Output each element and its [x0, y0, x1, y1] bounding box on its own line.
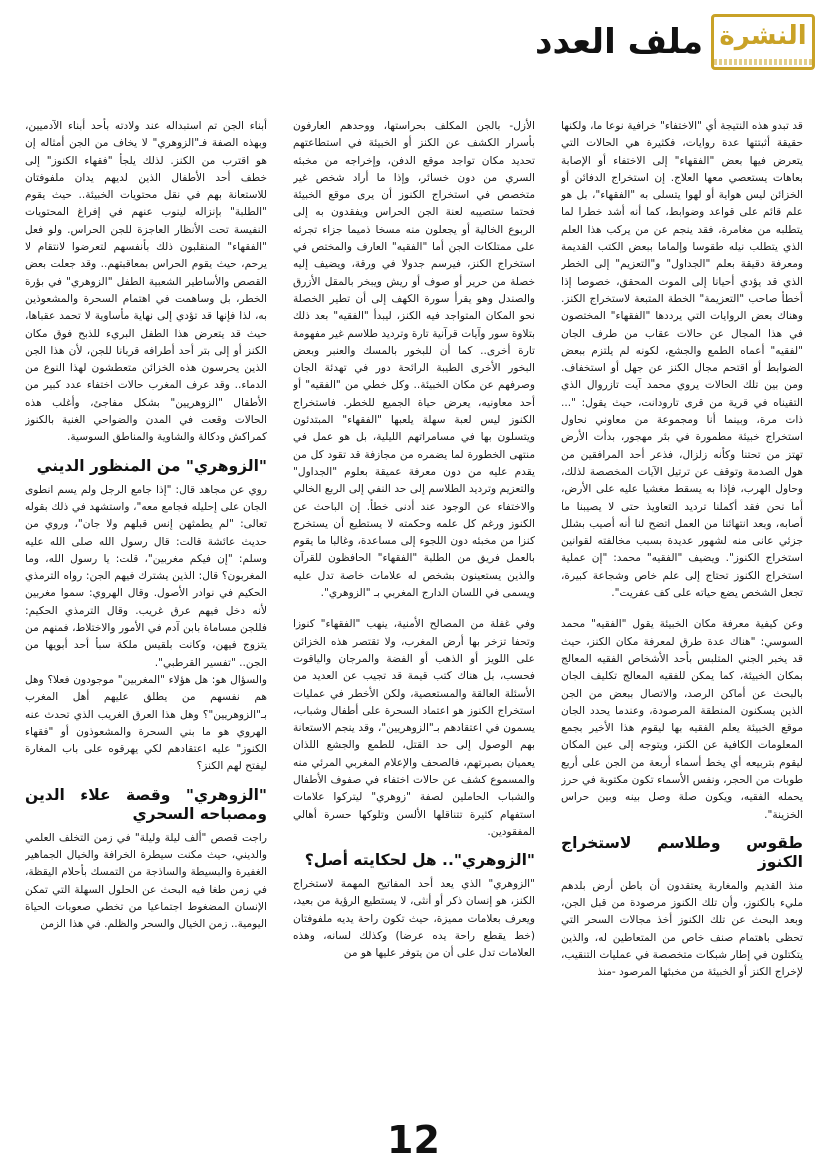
- page-number: 12: [387, 1118, 440, 1162]
- logo-text: النشرة: [719, 21, 807, 51]
- paragraph: راجت قصص "ألف ليلة وليلة" في زمن التخلف العلمي والديني، حيث مكنت سيطرة الخرافة والخيال الجماهير الغفيرة والبسيطة والساذجة من التمسك بأحلام اليقظة، في زمن طغا فيه البحث عن الحلول السهلة التي تمكن الإنسان المضغوط اجتماعيا من تخطي صعوبات الحياة اليومية.. زمن الخيال والسحر والظلم. في هذا الزمن: [25, 831, 267, 931]
- paragraph: أبناء الجن تم استبداله عند ولادته بأحد أبناء الآدميين، وبهذه الصفة فـ"الزوهري" لا يخاف من الجن أمثاله إن هو اقترب من الكنز. لذلك يلجأ "فقهاء الكنوز" إلى خطف أحد الأطفال الذين لديهم يدان ملفوفتان للاستعانة بهم في نقل محتويات الخبيئة.. حيث يقوم "الطلبة" بإنزاله لينوب عنهم في إفراغ المحتويات النفيسة تحت الأنظار العاجزة للجن الحراس. ولو فعل "الفقهاء" المنقلبون ذلك بأنفسهم لتعرضوا لانتقام لا يرحم، حيث يقوم الحراس بمعاقبتهم.. وقد جعلت بعض القصص والأساطير الشعبية الطفل "الزوهري" في بؤرة الخطر، بل وساهمت في اهتمام السحرة والمشعوذين به، لذا فإنها قد تؤدي إلى نهاية مأساوية لا تحمد عقباها، حيث قد يتعرض هذا الطفل البريء للذبح فوق مكان الكنز أو إلى بتر أحد أطرافه قربانا للجن، لأن هذا الجن الذين يحرسون هذه الخزائن متعطشون لهذا النوع من الدماء.. وقد عرف المغرب حالات اختفاء عدد كبير من الأطفال "الزوهريين" بشكل مفاجئ، وأغلب هذه الحالات وقعت في المدن والضواحي الغنية بالكنوز كمراكش ودكالة والشاوية والمناطق السوسية.: [25, 120, 267, 444]
- logo-decoration: [714, 59, 812, 65]
- magazine-logo: [711, 14, 815, 70]
- paragraph: وعن كيفية معرفة مكان الخبيئة يقول "الفقيه" محمد السوسي: "هناك عدة طرق لمعرفة مكان الكنز، حيث قد يخبر الجني المتلبس بأحد الأشخاص الفقيه المعالج بمكان الخبيئة، كما يمكن للفقيه المعالج تكليف الجان بالبحث عن أماكن الرصد، والاتصال ببعض من الجن الذين يسكنون المنطقة المرصودة، وعندما يحدد الجان موقع الخبيئة يعلم الفقيه بها ليقوم هذا الأخير بجمع المعلومات الكافية عن الكنز، ويتوجه إلى عين المكان ليقوم بتربيعه أي يخط أسماء أربعة من الجن على أربع طوبات من الحجر، ونفس الأسماء تكون مكتوبة في حرز يحمله الفقيه، ويكون صلة وصل بينه وبين حراس الخزينة".: [561, 618, 803, 821]
- paragraph: روي عن مجاهد قال: "إذا جامع الرجل ولم يسم انطوى الجان على إحليله فجامع معه"، واستشهد في ذلك بقوله تعالى: "لم يطمثهن إنس قبلهم ولا جان"، وروي من حديث عائشة قالت: قال رسول الله صلى الله عليه وسلم: "إن فيكم مغربين"، قلت: يا رسول الله، وما المغربون؟ قال: الذين يشترك فيهم الجن: رواه الترمذي الحكيم في نوادر الأصول. وقال الهروي: سموا مغربين لأنه دخل فيهم عرق غريب. وقال الترمذي الحكيم: فللجن مساماة بابن آدم في الأمور والاختلاط، فمنهم من يتزوج فيهن، وكانت بلقيس ملكة سبأ أحد أبويها من الجن.. "تفسير القرطبي".: [25, 483, 267, 669]
- section-heading: طقوس وطلاسم لاستخراج الكنوز: [561, 833, 803, 871]
- section-heading: "الزوهري" من المنظور الديني: [36, 456, 267, 475]
- section-title: ملف العدد: [535, 22, 703, 62]
- article-column-1: [561, 118, 803, 1118]
- page-header: [450, 14, 815, 74]
- paragraph: منذ القديم والمغاربة يعتقدون أن باطن أرض بلدهم مليء بالكنوز، وأن تلك الكنوز مرصودة من قبل الجن، وبعد البحث عن تلك الكنوز أخذ مجالات السحر التي تحظى باهتمام صنف خاص من المتعاطين له، والذين يتكتلون في إطار شبكات متخصصة في عمليات التنقيب، لإخراج الكنز أو الخبيئة من مخبئها المرصود -منذ: [561, 879, 803, 979]
- paragraph: والسؤال هو: هل هؤلاء "المغربين" موجودون فعلا؟ وهل هم نفسهم من يطلق عليهم أهل المغرب بـ"الزوهريين"؟ وهل هذا العرق الغريب الذي تحدث عنه الهروي هو ما بني السحرة والمشعوذون أو "فقهاء الكنوز" عليه اعتقادهم لكي يهرقوه على باب المغارة ليفتح لهم الكنز؟: [25, 673, 267, 773]
- paragraph: "الزوهري" الذي يعد أحد المفاتيح المهمة لاستخراج الكنز، هو إنسان ذكر أو أنثى، لا يستطيع الرؤية من بعيد، ويعرف بعلامات مميزة، حيث تكون راحة يديه ملفوفتان (خط يقطع راحة يده عرضا) وكذلك لسانه، وهذه العلامات تدل على أن من يتوفر عليها هو من: [293, 878, 535, 960]
- paragraph: الأزل- بالجن المكلف بحراستها، ووحدهم العارفون بأسرار الكشف عن الكنز أو الخبيئة في استطاعتهم تحديد مكان تواجد موقع الدفن، وإخراجه من مخبئه السري من دون خسائر، وإذا ما أراد شخص غير متخصص في استخراج الكنوز أن يرى موقع الخبيئة فحتما ستصيبه لعنة الجن الحراس ويفقدون به إلى الربوع الخالية أو يجعلون منه مسخا ذميما جزاء تجرئه على ممتلكات الجن أما "الفقيه" العارف والمختص في استخراج الكنز، فيرسم جدولا في ورقة، ويضيف إليه خصلة من حرير أو صوف أو ريش ويبخر بالمقل الأزرق والصندل وهو يقرأ سورة الكهف إلى أن تطير الخصلة نحو المكان المتواجد فيه الكنز، ليبدأ "الفقيه" بعد ذلك بتلاوة سور وآيات قرآنية تارة وترديد طلاسم غير مفهومة تارة أخرى.. كما أن للبخور بالمسك والعنبر وبعض البخور الأخرى الطيبة الرائحة دور في تهدئة الجان وصرفهم عن مكان الخبيئة.. وكل خطي من "الفقيه" أو أحد معاونيه، يعرض حياة الجميع للخطر. فاستخراج الكنوز ليس لعبة سهلة يلعبها "الفقهاء" المبتدئون ويتسلون بها في مسامراتهم الليلية، بل هو عمل في منتهى الخطورة لما يضمره من مجازفة قد تقود كل من يقدم عليه من دون معرفة عميقة بعلوم "الجداول" والتعزيم وترديد الطلاسم إلى حد النفي إلى الربع الخالي والاختفاء عن الوجود عند أدنى خطأ. إن الباحث عن الكنوز ورغم كل علمه وحكمته لا يستطيع أن يستخرج كنزا من مخبئه دون اللجوء إلى مساعدة، وغالبا ما يقوم بالعمل فريق من الطلبة "الفقهاء" الحافظون للقرآن والذين يستعينون بشخص له علامات خاصة تدل عليه ويسمى في اللسان الدارج المغربي بـ "الزوهري".: [293, 120, 535, 600]
- section-heading: "الزوهري" وقصة علاء الدين ومصباحه السحري: [25, 785, 267, 823]
- article-column-3: [25, 118, 267, 1118]
- paragraph: قد تبدو هذه النتيجة أي "الاختفاء" خرافية نوعا ما، ولكنها حقيقة أثبتتها عدة روايات، فكثيرة هي الحالات التي يتعرض فيها بعض "الفقهاء" إلى الاختفاء أو الإصابة بعاهات يستعصي معها العلاج. إن استخراج الدفائن أو الخزائن ليس هواية أو لهوا يتسلى به "الفقهاء"، بل هو علم قائم على قواعد وضوابط، كما أنه أشد خطرا لما يتطلبه من مغامرة، فقد ينجم عن من يركب هذا العلم الذي يتطلب نيله طقوسا وإلماما ببعض الكتب القديمة ومعرفة دقيقة بعلم "الجداول" و"التعزيم" إلى الخطر الذي قد يؤدي أحيانا إلى الموت المحقق، خصوصا إذا أخطأ صاحب "التعزيمة" الخطة المتبعة لاستخراج الكنز. وهناك بعض الروايات التي يرددها "الفقهاء" المختصون في هذا المجال عن حالات عقاب من طرف الجان "لفقيه" أعماه الطمع والجشع، لكونه لم يلتزم ببعض الضوابط أو اقتحم مجال الكنز عن جهل أو استخفاف. ومن بين تلك الحالات يروي محمد آيت تازروال الذي التقيناه في قرية من قرى تارودانت، حيث يقول: "... ذات مرة، وبينما أنا ومجموعة من معاوني نحاول استخراج خبيئة مطمورة في بئر مهجور، بدأت الأرض تهتز من تحتنا وكأنه زلزال، فذعر أحد المرافقين من هول الصدمة وتوقف عن ترتيل الآيات المخصصة لذلك، وحاول الهرب، فإذا به يسقط مغشيا عليه على الأرض، أما نحن فقد أكملنا ترديد التعاويذ حتى لا يصيبنا ما أصابه، وبعد انتهائنا من العمل اتضح لنا أنه أصيب بشلل جزئي عانى منه لشهور عديدة بسبب مخالفته لقوانين استخراج الكنوز". ويضيف "الفقيه" محمد: "إن عملية استخراج الكنوز تحتاج إلى علم خاص وشجاعة كبيرة، تجعل الشخص يضع حياته على كف عفريت".: [561, 120, 803, 600]
- section-heading: "الزوهري".. هل لحكايته أصل؟: [304, 851, 535, 870]
- article-column-2: [293, 118, 535, 1118]
- paragraph: وفي غفلة من المصالح الأمنية، ينهب "الفقهاء" كنوزا وتحفا تزخر بها أرض المغرب، ولا تقتصر هذه الخزائن على اللويز أو الذهب أو الفضة والمرجان والياقوت فحسب، بل هناك كتب قيمة قد تجيب عن العديد من الأسئلة العالقة والمستعصية، ولكن الأخطر في عمليات استخراج الكنوز هو اعتماد السحرة على أطفال وشباب، يسمون في اعتقادهم بـ"الزوهريين"، وقد ينجم الاستعانة بهم الوصول إلى حد القتل، للطمع والجشع اللذان يعميان بصيرتهم، فالصحف والإعلام المغربي المرئي منه والمسموع كشف عن حالات اختفاء في صفوف الأطفال والشباب الحاملين لصفة "زوهري" ليتركوا علامات استفهام كثيرة تتناقلها الألسن وتلوكها حسرة أهالي المفقودين.: [293, 618, 535, 838]
